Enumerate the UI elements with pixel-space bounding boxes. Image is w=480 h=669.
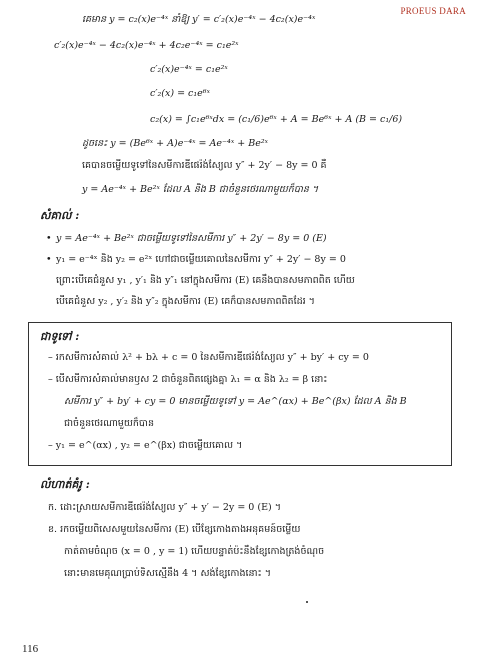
bullet-icon: • — [46, 254, 52, 265]
summary-line-4: ជាចំនួនថេរណាមួយក៏បាន — [64, 418, 154, 429]
exercise-a: ក. ដោះស្រាយសមីការឌីផេរ៉ង់ស្យែល y″ + y′ − 2y = 0 (E) ។ — [48, 502, 281, 513]
summary-line-1: – រកសមីការសំគាល់ λ² + bλ + c = 0 នៃសមីការឌីផេរ៉ង់ស្យែល y″ + by′ + cy = 0 — [48, 352, 369, 363]
derivation-line-3: c′₂(x)e⁻⁴ˣ = c₁e²ˣ — [150, 64, 228, 75]
summary-line-2: – បើសមីការសំគាល់មានឫស 2 ជាចំនួនពិតផ្សេងគ្នា λ₁ = α និង λ₂ = β នោះ — [48, 374, 328, 385]
derivation-conclusion-line: ដូចនេះ y = (Be⁶ˣ + A)e⁻⁴ˣ = Ae⁻⁴ˣ + Be²ˣ — [82, 138, 269, 149]
page-header-author: PROEUS DARA — [400, 6, 466, 16]
note-explanation-line-1: ព្រោះបើគេជំនួស y₁ , y′₁ និង y″₁ នៅក្នុងសមីការ (E) គេនឹងបានសមភាពពិត ហើយ — [56, 275, 355, 286]
note-heading: សំគាល់ : — [40, 209, 80, 222]
general-solution-statement: គេបានចម្លើយទូទៅនៃសមីការឌីផេរ៉ង់ស្យែល y″ + 2y′ − 8y = 0 គឺ — [82, 160, 327, 171]
note-item-2 — [46, 254, 346, 266]
note-item-1-text: y = Ae⁻⁴ˣ + Be²ˣ ជាចម្លើយទូទៅនៃសមីការ y″ + 2y′ − 8y = 0 (E) — [56, 233, 327, 244]
exercise-b-line-3: នោះមានមេគុណប្រាប់ទិសស្មើនឹង 4 ។ សង់ខ្សែកោងនោះ ។ — [64, 568, 272, 579]
note-explanation-line-2: បើគេជំនួស y₂ , y′₂ និង y″₂ ក្នុងសមីការ (E) គេក៏បានសមភាពពិតដែរ ។ — [56, 296, 315, 307]
summary-heading: ជាទូទៅ : — [40, 330, 80, 343]
note-item-2-text: y₁ = e⁻⁴ˣ និង y₂ = e²ˣ ហៅជាចម្លើយគោលនៃសមីការ y″ + 2y′ − 8y = 0 — [56, 254, 346, 265]
derivation-line-2: c′₂(x)e⁻⁴ˣ − 4c₂(x)e⁻⁴ˣ + 4c₂e⁻⁴ˣ = c₁e²ˣ — [54, 40, 239, 51]
summary-line-3: សមីការ y″ + by′ + cy = 0 មានចម្លើយទូទៅ y = Ae^(αx) + Be^(βx) ដែល A និង B — [64, 396, 407, 407]
note-item-1 — [46, 233, 327, 245]
exercise-b-line-1: ខ. រកចម្លើយពិសេសមួយនៃសមីការ (E) បើខ្សែកោងតាងអនុគមន៍ចម្លើយ — [48, 524, 301, 535]
bullet-icon: • — [46, 233, 52, 244]
derivation-line-1: គេមាន y = c₂(x)e⁻⁴ˣ នាំឱ្យ y′ = c′₂(x)e⁻⁴ˣ − 4c₂(x)e⁻⁴ˣ — [82, 14, 316, 25]
derivation-line-4: c′₂(x) = c₁e⁶ˣ — [150, 88, 210, 99]
summary-line-5: – y₁ = e^(αx) , y₂ = e^(βx) ជាចម្លើយគោល ។ — [48, 440, 243, 451]
page-number: 116 — [22, 643, 39, 655]
stray-mark — [306, 601, 308, 603]
exercises-heading: លំហាត់គំរូ : — [40, 478, 90, 491]
exercise-b-line-2: កាត់តាមចំណុច (x = 0 , y = 1) ហើយបន្ទាត់ប៉ះនឹងខ្សែកោងត្រង់ចំណុច — [64, 546, 325, 557]
derivation-line-5: c₂(x) = ∫c₁e⁶ˣdx = (c₁/6)e⁶ˣ + A = Be⁶ˣ + A (B = c₁/6) — [150, 114, 403, 125]
general-solution-formula: y = Ae⁻⁴ˣ + Be²ˣ ដែល A និង B ជាចំនួនថេរណាមួយក៏បាន ។ — [82, 184, 319, 195]
